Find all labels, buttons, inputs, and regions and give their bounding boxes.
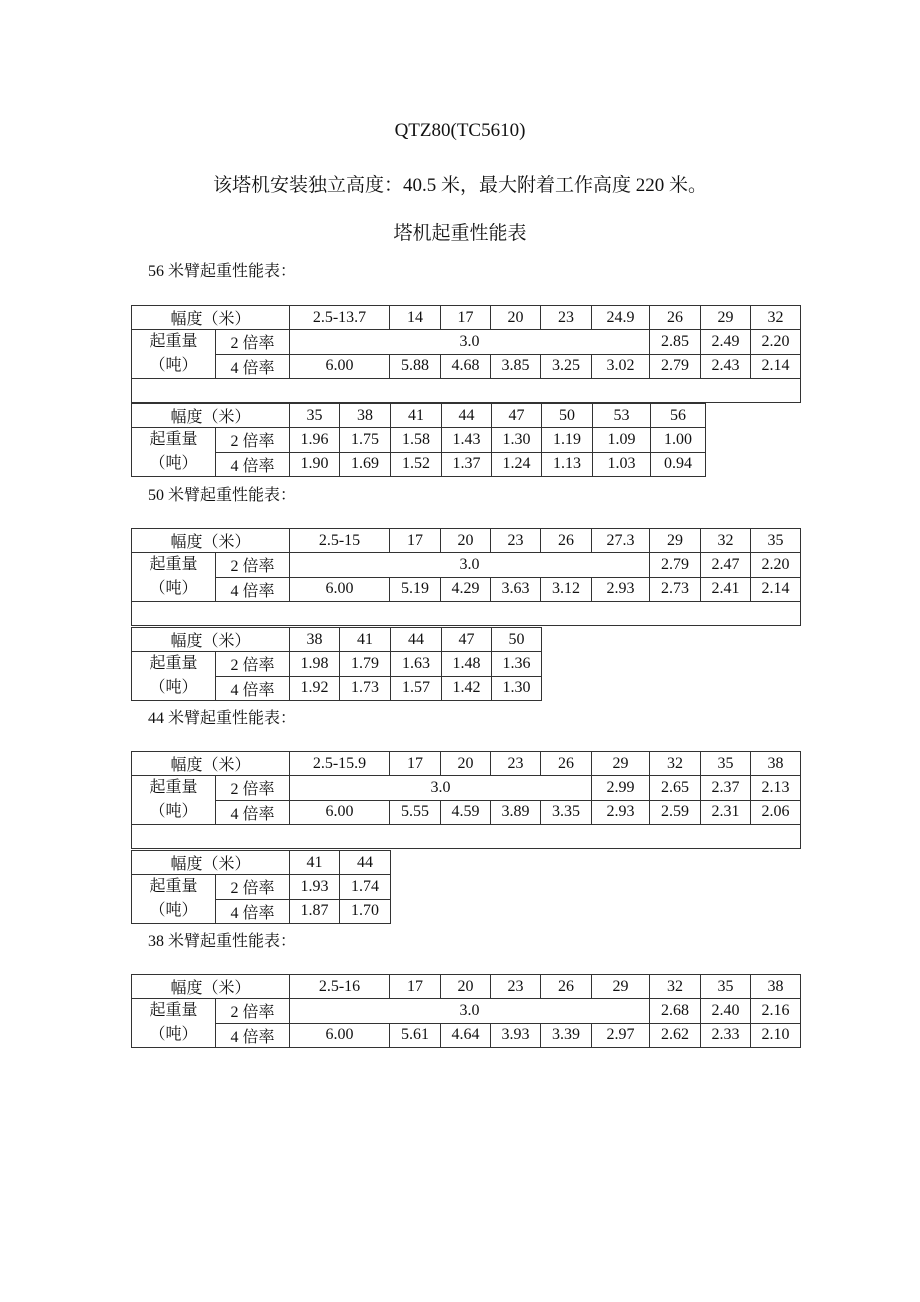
amplitude-cell: 38 bbox=[340, 404, 391, 428]
amplitude-cell: 23 bbox=[541, 306, 592, 330]
rate4-cell: 2.06 bbox=[751, 800, 801, 825]
amplitude-cell: 17 bbox=[390, 975, 441, 999]
rate2-cell: 1.09 bbox=[593, 428, 651, 453]
rate4-cell: 1.92 bbox=[290, 676, 340, 701]
table-row bbox=[132, 800, 801, 825]
rate2-cell: 1.48 bbox=[442, 652, 492, 677]
rate4-cell: 3.12 bbox=[541, 577, 592, 602]
amplitude-cell: 17 bbox=[390, 752, 441, 776]
table-row bbox=[132, 875, 391, 900]
rate4-cell: 3.25 bbox=[541, 354, 592, 379]
table-row bbox=[132, 529, 801, 553]
amplitude-cell: 17 bbox=[441, 306, 491, 330]
capacity-label-line2: （吨） bbox=[149, 580, 198, 597]
rate4-cell: 1.03 bbox=[593, 452, 651, 477]
document-subtitle: 该塔机安装独立高度：40.5 米，最大附着工作高度 220 米。 bbox=[212, 175, 707, 196]
table-row bbox=[132, 851, 391, 875]
rate4-cell: 3.02 bbox=[592, 354, 650, 379]
amplitude-cell: 14 bbox=[390, 306, 441, 330]
table-caption: 38 米臂起重性能表： bbox=[148, 933, 297, 950]
capacity-label-line2: （吨） bbox=[149, 455, 198, 472]
rate4-cell: 2.14 bbox=[751, 354, 801, 379]
amplitude-cell: 32 bbox=[701, 529, 751, 553]
rate2-cell: 2.37 bbox=[701, 776, 751, 801]
rate4-cell: 3.63 bbox=[491, 577, 541, 602]
rate2-cell: 2.85 bbox=[650, 330, 701, 355]
rate2-label: 2 倍率 bbox=[216, 330, 290, 355]
rate4-cell: 4.64 bbox=[441, 1023, 491, 1048]
amplitude-cell: 2.5-16 bbox=[290, 975, 390, 999]
table-caption: 44 米臂起重性能表： bbox=[148, 710, 297, 727]
rate2-cell: 1.74 bbox=[340, 875, 391, 900]
rate4-cell: 6.00 bbox=[290, 1023, 390, 1048]
rate4-label: 4 倍率 bbox=[216, 354, 290, 379]
table-row bbox=[132, 652, 542, 677]
rate4-cell: 1.30 bbox=[492, 676, 542, 701]
rate4-label: 4 倍率 bbox=[216, 899, 290, 924]
amplitude-cell: 20 bbox=[441, 752, 491, 776]
amplitude-cell: 44 bbox=[391, 628, 442, 652]
separator-row bbox=[132, 825, 801, 849]
rate4-cell: 2.31 bbox=[701, 800, 751, 825]
rate4-cell: 2.73 bbox=[650, 577, 701, 602]
amplitude-cell: 27.3 bbox=[592, 529, 650, 553]
document-title: QTZ80(TC5610) bbox=[394, 120, 526, 141]
separator-cell bbox=[132, 379, 801, 403]
amplitude-label: 幅度（米） bbox=[132, 975, 290, 999]
rate2-cell: 2.13 bbox=[751, 776, 801, 801]
rate2-merged-cell: 3.0 bbox=[290, 776, 592, 801]
rate2-cell: 2.68 bbox=[650, 999, 701, 1024]
capacity-label-line1: 起重量 bbox=[149, 333, 198, 350]
capacity-label bbox=[132, 553, 216, 602]
rate2-cell: 2.20 bbox=[751, 553, 801, 578]
amplitude-cell: 50 bbox=[542, 404, 593, 428]
amplitude-cell: 26 bbox=[650, 306, 701, 330]
rate4-cell: 1.42 bbox=[442, 676, 492, 701]
rate4-cell: 2.62 bbox=[650, 1023, 701, 1048]
amplitude-label: 幅度（米） bbox=[132, 851, 290, 875]
amplitude-cell: 29 bbox=[592, 752, 650, 776]
table-row bbox=[132, 452, 706, 477]
amplitude-cell: 29 bbox=[650, 529, 701, 553]
section-heading: 塔机起重性能表 bbox=[393, 223, 527, 244]
capacity-label bbox=[132, 428, 216, 477]
amplitude-label: 幅度（米） bbox=[132, 529, 290, 553]
amplitude-label: 幅度（米） bbox=[132, 752, 290, 776]
rate2-cell: 2.99 bbox=[592, 776, 650, 801]
rate2-cell: 1.36 bbox=[492, 652, 542, 677]
rate4-cell: 3.39 bbox=[541, 1023, 592, 1048]
amplitude-cell: 32 bbox=[650, 975, 701, 999]
amplitude-cell: 29 bbox=[592, 975, 650, 999]
table-caption: 56 米臂起重性能表： bbox=[148, 263, 297, 280]
capacity-label-line2: （吨） bbox=[149, 902, 198, 919]
capacity-label-line1: 起重量 bbox=[149, 1002, 198, 1019]
capacity-label-line1: 起重量 bbox=[149, 878, 198, 895]
rate2-label: 2 倍率 bbox=[216, 553, 290, 578]
amplitude-cell: 41 bbox=[340, 628, 391, 652]
performance-table-block1 bbox=[131, 528, 801, 626]
amplitude-cell: 20 bbox=[441, 529, 491, 553]
amplitude-cell: 20 bbox=[491, 306, 541, 330]
rate4-cell: 2.59 bbox=[650, 800, 701, 825]
table-row bbox=[132, 404, 706, 428]
capacity-label-line2: （吨） bbox=[149, 1026, 198, 1043]
table-row bbox=[132, 428, 706, 453]
rate4-cell: 1.90 bbox=[290, 452, 340, 477]
amplitude-cell: 35 bbox=[701, 752, 751, 776]
amplitude-cell: 35 bbox=[701, 975, 751, 999]
amplitude-cell: 38 bbox=[751, 975, 801, 999]
amplitude-cell: 38 bbox=[290, 628, 340, 652]
rate2-cell: 1.75 bbox=[340, 428, 391, 453]
capacity-label-line1: 起重量 bbox=[149, 431, 198, 448]
rate2-cell: 2.20 bbox=[751, 330, 801, 355]
rate4-cell: 5.61 bbox=[390, 1023, 441, 1048]
rate4-cell: 4.59 bbox=[441, 800, 491, 825]
rate2-cell: 1.19 bbox=[542, 428, 593, 453]
rate4-cell: 2.93 bbox=[592, 577, 650, 602]
amplitude-cell: 26 bbox=[541, 975, 592, 999]
capacity-label-line1: 起重量 bbox=[149, 556, 198, 573]
rate4-label: 4 倍率 bbox=[216, 800, 290, 825]
rate4-cell: 2.43 bbox=[701, 354, 751, 379]
rate2-cell: 1.58 bbox=[391, 428, 442, 453]
amplitude-cell: 23 bbox=[491, 529, 541, 553]
amplitude-cell: 17 bbox=[390, 529, 441, 553]
rate4-label: 4 倍率 bbox=[216, 676, 290, 701]
rate4-label: 4 倍率 bbox=[216, 452, 290, 477]
rate2-cell: 1.96 bbox=[290, 428, 340, 453]
table-row bbox=[132, 776, 801, 801]
amplitude-cell: 35 bbox=[751, 529, 801, 553]
separator-row bbox=[132, 379, 801, 403]
table-row bbox=[132, 553, 801, 578]
rate2-merged-cell: 3.0 bbox=[290, 330, 650, 355]
rate4-cell: 2.41 bbox=[701, 577, 751, 602]
rate2-label: 2 倍率 bbox=[216, 776, 290, 801]
amplitude-cell: 32 bbox=[650, 752, 701, 776]
rate4-cell: 6.00 bbox=[290, 577, 390, 602]
rate2-cell: 2.79 bbox=[650, 553, 701, 578]
amplitude-label: 幅度（米） bbox=[132, 404, 290, 428]
performance-table-block1 bbox=[131, 751, 801, 849]
rate4-cell: 3.85 bbox=[491, 354, 541, 379]
amplitude-cell: 26 bbox=[541, 752, 592, 776]
performance-table-block2 bbox=[131, 403, 706, 477]
rate4-label: 4 倍率 bbox=[216, 577, 290, 602]
rate4-cell: 3.35 bbox=[541, 800, 592, 825]
amplitude-cell: 32 bbox=[751, 306, 801, 330]
rate2-cell: 1.43 bbox=[442, 428, 492, 453]
amplitude-cell: 38 bbox=[751, 752, 801, 776]
rate2-label: 2 倍率 bbox=[216, 652, 290, 677]
capacity-label-line1: 起重量 bbox=[149, 779, 198, 796]
table-row bbox=[132, 628, 542, 652]
amplitude-cell: 41 bbox=[290, 851, 340, 875]
amplitude-label: 幅度（米） bbox=[132, 306, 290, 330]
amplitude-cell: 2.5-15 bbox=[290, 529, 390, 553]
rate4-cell: 2.79 bbox=[650, 354, 701, 379]
amplitude-cell: 53 bbox=[593, 404, 651, 428]
rate4-cell: 2.97 bbox=[592, 1023, 650, 1048]
rate2-cell: 1.79 bbox=[340, 652, 391, 677]
rate2-cell: 2.47 bbox=[701, 553, 751, 578]
amplitude-cell: 50 bbox=[492, 628, 542, 652]
amplitude-cell: 44 bbox=[442, 404, 492, 428]
table-row bbox=[132, 752, 801, 776]
rate2-cell: 1.00 bbox=[651, 428, 706, 453]
rate4-cell: 1.87 bbox=[290, 899, 340, 924]
rate2-cell: 2.49 bbox=[701, 330, 751, 355]
rate4-cell: 1.37 bbox=[442, 452, 492, 477]
amplitude-cell: 56 bbox=[651, 404, 706, 428]
rate4-cell: 4.68 bbox=[441, 354, 491, 379]
rate4-cell: 2.14 bbox=[751, 577, 801, 602]
rate4-cell: 6.00 bbox=[290, 800, 390, 825]
rate4-cell: 1.70 bbox=[340, 899, 391, 924]
amplitude-label: 幅度（米） bbox=[132, 628, 290, 652]
table-row bbox=[132, 330, 801, 355]
separator-row bbox=[132, 602, 801, 626]
rate2-cell: 1.93 bbox=[290, 875, 340, 900]
amplitude-cell: 35 bbox=[290, 404, 340, 428]
rate4-cell: 5.88 bbox=[390, 354, 441, 379]
amplitude-cell: 44 bbox=[340, 851, 391, 875]
rate4-cell: 2.10 bbox=[751, 1023, 801, 1048]
rate2-cell: 1.30 bbox=[492, 428, 542, 453]
rate4-cell: 2.33 bbox=[701, 1023, 751, 1048]
amplitude-cell: 47 bbox=[492, 404, 542, 428]
capacity-label bbox=[132, 330, 216, 379]
rate4-cell: 5.55 bbox=[390, 800, 441, 825]
rate2-cell: 1.63 bbox=[391, 652, 442, 677]
amplitude-cell: 41 bbox=[391, 404, 442, 428]
capacity-label bbox=[132, 999, 216, 1048]
rate4-cell: 1.24 bbox=[492, 452, 542, 477]
rate2-label: 2 倍率 bbox=[216, 999, 290, 1024]
amplitude-cell: 23 bbox=[491, 975, 541, 999]
capacity-label-line1: 起重量 bbox=[149, 655, 198, 672]
rate4-label: 4 倍率 bbox=[216, 1023, 290, 1048]
amplitude-cell: 24.9 bbox=[592, 306, 650, 330]
table-caption: 50 米臂起重性能表： bbox=[148, 487, 297, 504]
amplitude-cell: 23 bbox=[491, 752, 541, 776]
amplitude-cell: 2.5-15.9 bbox=[290, 752, 390, 776]
capacity-label bbox=[132, 652, 216, 701]
amplitude-cell: 47 bbox=[442, 628, 492, 652]
table-row bbox=[132, 975, 801, 999]
rate4-cell: 1.52 bbox=[391, 452, 442, 477]
rate2-cell: 1.98 bbox=[290, 652, 340, 677]
separator-cell bbox=[132, 602, 801, 626]
rate4-cell: 1.73 bbox=[340, 676, 391, 701]
rate4-cell: 2.93 bbox=[592, 800, 650, 825]
rate4-cell: 0.94 bbox=[651, 452, 706, 477]
table-row bbox=[132, 999, 801, 1024]
capacity-label-line2: （吨） bbox=[149, 803, 198, 820]
rate4-cell: 3.93 bbox=[491, 1023, 541, 1048]
performance-table-block2 bbox=[131, 850, 391, 924]
rate2-label: 2 倍率 bbox=[216, 428, 290, 453]
capacity-label-line2: （吨） bbox=[149, 357, 198, 374]
table-row bbox=[132, 306, 801, 330]
table-row bbox=[132, 1023, 801, 1048]
rate2-cell: 2.65 bbox=[650, 776, 701, 801]
amplitude-cell: 29 bbox=[701, 306, 751, 330]
capacity-label-line2: （吨） bbox=[149, 679, 198, 696]
rate4-cell: 3.89 bbox=[491, 800, 541, 825]
rate2-cell: 2.40 bbox=[701, 999, 751, 1024]
rate4-cell: 4.29 bbox=[441, 577, 491, 602]
rate2-merged-cell: 3.0 bbox=[290, 553, 650, 578]
rate4-cell: 1.13 bbox=[542, 452, 593, 477]
rate2-label: 2 倍率 bbox=[216, 875, 290, 900]
rate4-cell: 6.00 bbox=[290, 354, 390, 379]
performance-table-block2 bbox=[131, 627, 542, 701]
rate4-cell: 1.57 bbox=[391, 676, 442, 701]
table-row bbox=[132, 354, 801, 379]
performance-table-block1 bbox=[131, 974, 801, 1048]
capacity-label bbox=[132, 776, 216, 825]
amplitude-cell: 20 bbox=[441, 975, 491, 999]
rate4-cell: 1.69 bbox=[340, 452, 391, 477]
rate4-cell: 5.19 bbox=[390, 577, 441, 602]
separator-cell bbox=[132, 825, 801, 849]
amplitude-cell: 26 bbox=[541, 529, 592, 553]
amplitude-cell: 2.5-13.7 bbox=[290, 306, 390, 330]
rate2-merged-cell: 3.0 bbox=[290, 999, 650, 1024]
capacity-label bbox=[132, 875, 216, 924]
rate2-cell: 2.16 bbox=[751, 999, 801, 1024]
performance-table-block1 bbox=[131, 305, 801, 403]
table-row bbox=[132, 577, 801, 602]
